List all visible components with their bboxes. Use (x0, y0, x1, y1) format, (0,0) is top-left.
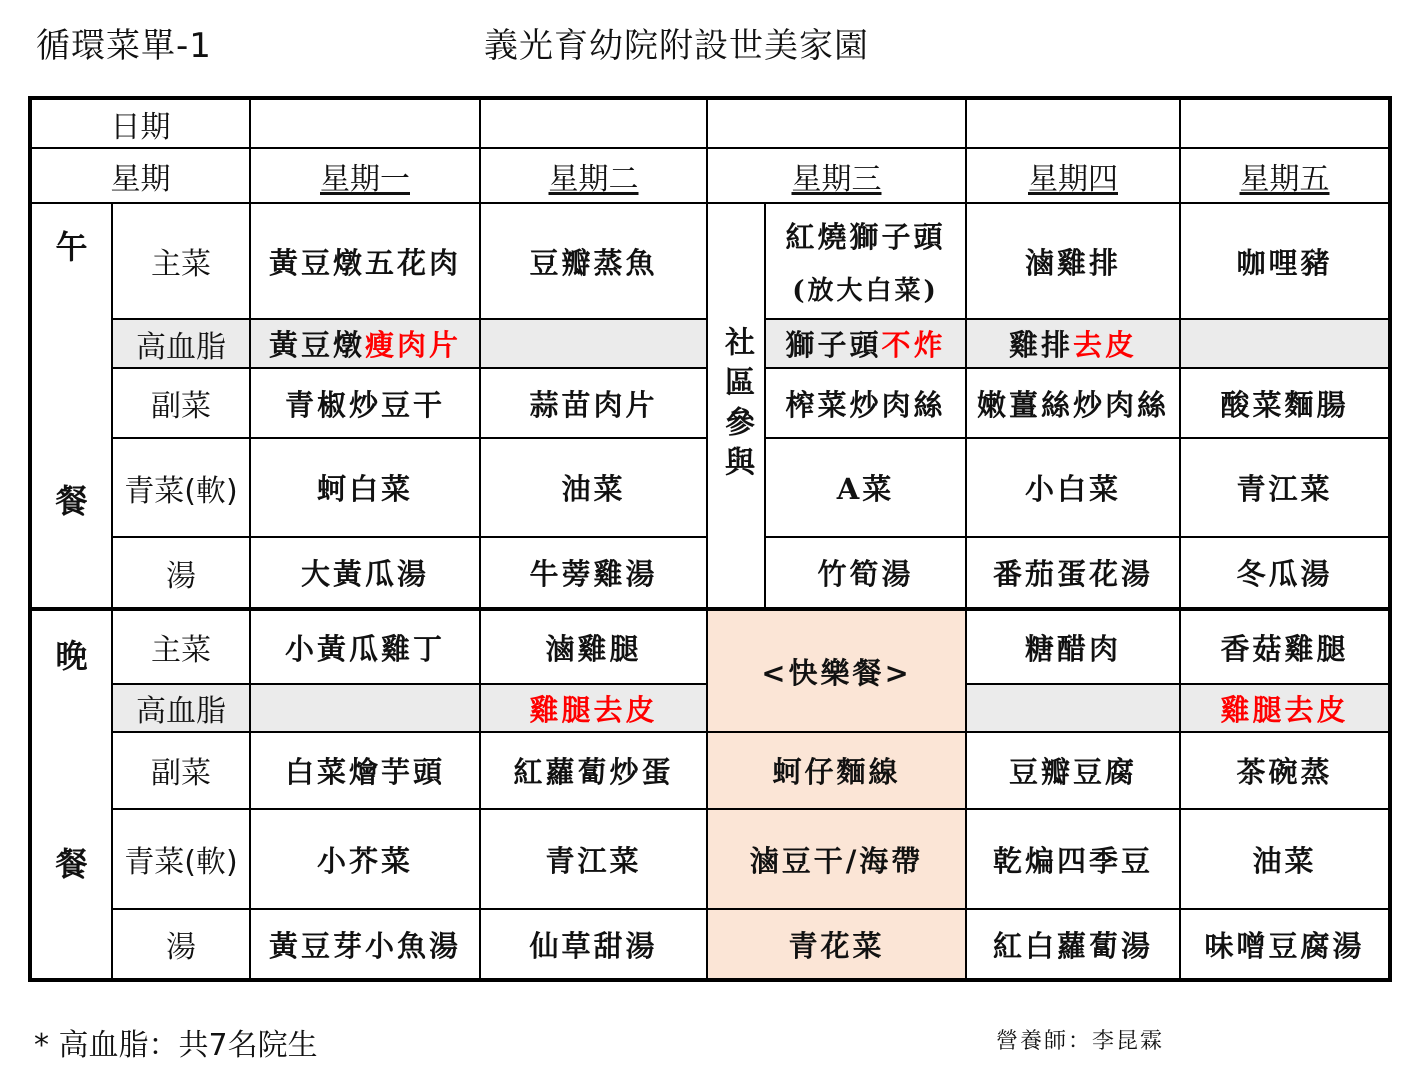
dinner-veg-mon: 小芥菜 (250, 809, 480, 910)
document-title: 循環菜單-1 (36, 26, 212, 66)
date-row (30, 98, 1390, 148)
date-cell-fri (1180, 98, 1390, 148)
lunch-hyperlipidemia-fri (1180, 319, 1390, 367)
lunch-wed-community-cell (707, 203, 765, 610)
dinner-main-row (30, 609, 1390, 684)
dinner-label-char-1: 晚 (55, 637, 88, 676)
lunch-side-fri: 酸菜麵腸 (1180, 368, 1390, 438)
dinner-veg-wed: 滷豆干/海帶 (707, 809, 966, 910)
dinner-side-row (30, 732, 1390, 809)
dietitian-credit: 營養師：李昆霖 (996, 1029, 1165, 1054)
lunch-veg-fri: 青江菜 (1180, 438, 1390, 537)
date-cell-mon (250, 98, 480, 148)
lunch-soup-tue: 牛蒡雞湯 (480, 537, 707, 609)
lunch-main-fri: 咖哩豬 (1180, 203, 1390, 320)
dinner-soup-wed: 青花菜 (707, 909, 966, 980)
dinner-side-wed: 蚵仔麵線 (707, 732, 966, 809)
lunch-soup-mon: 大黃瓜湯 (250, 537, 480, 609)
lunch-main-row (30, 203, 1390, 320)
dinner-side-tue: 紅蘿蔔炒蛋 (480, 732, 707, 809)
dinner-hyperlipidemia-mon (250, 684, 480, 732)
lunch-side-mon: 青椒炒豆干 (250, 368, 480, 438)
lunch-soup-thu: 番茄蛋花湯 (966, 537, 1180, 609)
lunch-side-tue: 蒜苗肉片 (480, 368, 707, 438)
lunch-hyperlipidemia-wed-base: 獅子頭 (785, 328, 882, 363)
dinner-main-mon: 小黃瓜雞丁 (250, 609, 480, 684)
dinner-soup-thu: 紅白蘿蔔湯 (966, 909, 1180, 980)
lunch-meal-label (30, 203, 112, 610)
dinner-veg-label: 青菜(軟) (112, 809, 250, 910)
lunch-side-label: 副菜 (112, 368, 250, 438)
lunch-main-wed (765, 203, 966, 320)
dinner-side-thu: 豆瓣豆腐 (966, 732, 1180, 809)
day-header-wed: 星期三 (707, 148, 966, 202)
dinner-hyperlipidemia-thu (966, 684, 1180, 732)
dinner-side-mon: 白菜燴芋頭 (250, 732, 480, 809)
lunch-hyperlipidemia-thu-base: 雞排 (1008, 328, 1073, 363)
dinner-meal-label (30, 609, 112, 980)
lunch-side-thu: 嫩薑絲炒肉絲 (966, 368, 1180, 438)
dinner-main-tue: 滷雞腿 (480, 609, 707, 684)
dinner-main-label: 主菜 (112, 609, 250, 684)
lunch-hyperlipidemia-label: 高血脂 (112, 319, 250, 367)
dinner-hyperlipidemia-fri: 雞腿去皮 (1180, 684, 1390, 732)
lunch-label-char-2: 餐 (55, 481, 88, 520)
day-header-mon: 星期一 (250, 148, 480, 202)
lunch-main-mon: 黃豆燉五花肉 (250, 203, 480, 320)
lunch-hyperlipidemia-mon-base: 黃豆燉 (268, 328, 365, 363)
dinner-main-wed: <快樂餐> (707, 609, 966, 732)
lunch-veg-wed: A菜 (765, 438, 966, 537)
dinner-veg-thu: 乾煸四季豆 (966, 809, 1180, 910)
date-cell-thu (966, 98, 1180, 148)
lunch-hyperlipidemia-thu-change: 去皮 (1073, 328, 1138, 363)
lunch-main-thu: 滷雞排 (966, 203, 1180, 320)
dinner-hyperlipidemia-tue: 雞腿去皮 (480, 684, 707, 732)
dinner-side-fri: 茶碗蒸 (1180, 732, 1390, 809)
dinner-main-thu: 糖醋肉 (966, 609, 1180, 684)
lunch-side-wed: 榨菜炒肉絲 (765, 368, 966, 438)
dinner-veg-tue: 青江菜 (480, 809, 707, 910)
dinner-soup-tue: 仙草甜湯 (480, 909, 707, 980)
lunch-soup-fri: 冬瓜湯 (1180, 537, 1390, 609)
dinner-side-label: 副菜 (112, 732, 250, 809)
day-header-tue: 星期二 (480, 148, 707, 202)
dinner-label-char-2: 餐 (55, 845, 88, 884)
weekday-label: 星期 (30, 148, 250, 202)
lunch-hyperlipidemia-tue (480, 319, 707, 367)
date-cell-tue (480, 98, 707, 148)
dinner-veg-fri: 油菜 (1180, 809, 1390, 910)
lunch-wed-community-text: 社區參與 (719, 325, 754, 486)
organization-title: 義光育幼院附設世美家園 (484, 26, 869, 66)
dinner-soup-mon: 黃豆芽小魚湯 (250, 909, 480, 980)
lunch-hyperlipidemia-mon (250, 319, 480, 367)
lunch-veg-label: 青菜(軟) (112, 438, 250, 537)
weekly-menu-table (28, 96, 1392, 982)
dinner-veg-row (30, 809, 1390, 910)
lunch-hyperlipidemia-wed (765, 319, 966, 367)
lunch-hyperlipidemia-thu (966, 319, 1180, 367)
dinner-main-fri: 香菇雞腿 (1180, 609, 1390, 684)
lunch-main-wed-line1: 紅燒獅子頭 (785, 220, 946, 255)
lunch-main-wed-line2: (放大白菜) (792, 276, 939, 307)
day-header-fri: 星期五 (1180, 148, 1390, 202)
dinner-soup-fri: 味噌豆腐湯 (1180, 909, 1390, 980)
dinner-soup-label: 湯 (112, 909, 250, 980)
lunch-veg-mon: 蚵白菜 (250, 438, 480, 537)
lunch-veg-tue: 油菜 (480, 438, 707, 537)
lunch-main-label: 主菜 (112, 203, 250, 320)
lunch-veg-thu: 小白菜 (966, 438, 1180, 537)
hyperlipidemia-footnote: * 高血脂：共7名院生 (34, 1028, 318, 1063)
lunch-label-char-1: 午 (55, 227, 88, 266)
date-label: 日期 (30, 98, 250, 148)
dinner-soup-row (30, 909, 1390, 980)
lunch-hyperlipidemia-mon-change: 瘦肉片 (365, 328, 462, 363)
lunch-hyperlipidemia-wed-change: 不炸 (881, 328, 946, 363)
lunch-main-tue: 豆瓣蒸魚 (480, 203, 707, 320)
weekday-row (30, 148, 1390, 202)
day-header-thu: 星期四 (966, 148, 1180, 202)
lunch-soup-wed: 竹筍湯 (765, 537, 966, 609)
dinner-hyperlipidemia-label: 高血脂 (112, 684, 250, 732)
date-cell-wed (707, 98, 966, 148)
lunch-soup-label: 湯 (112, 537, 250, 609)
